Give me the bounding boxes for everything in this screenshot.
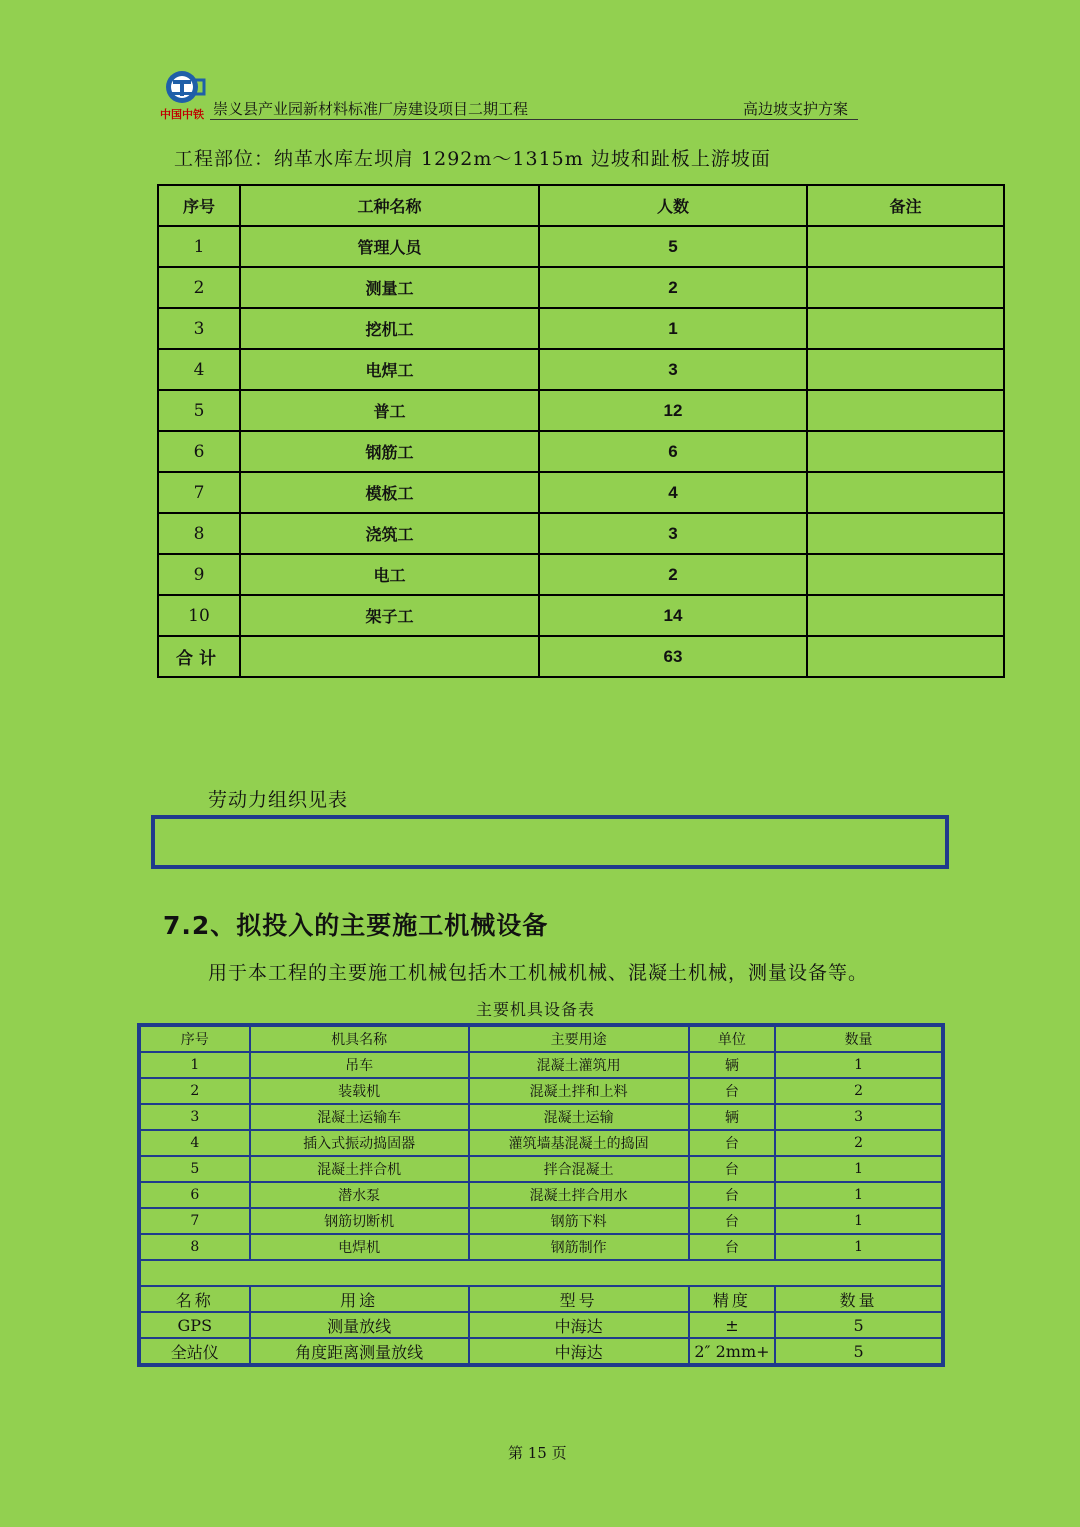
instrument-name: 全站仪 — [139, 1338, 250, 1365]
row-note — [807, 513, 1004, 554]
row-no: 2 — [158, 267, 240, 308]
machine-unit: 台 — [689, 1078, 775, 1104]
row-no: 4 — [158, 349, 240, 390]
row-no: 9 — [158, 554, 240, 595]
trade-name: 管理人员 — [240, 226, 539, 267]
header-project-title: 崇义县产业园新材料标准厂房建设项目二期工程 — [213, 100, 529, 118]
machine-qty: 1 — [775, 1156, 943, 1182]
table-row — [158, 554, 1004, 595]
trade-name: 挖机工 — [240, 308, 539, 349]
machine-name: 吊车 — [250, 1052, 469, 1078]
machine-use: 钢筋制作 — [469, 1234, 689, 1260]
table-row — [158, 513, 1004, 554]
machine-unit: 台 — [689, 1208, 775, 1234]
row-no: 1 — [158, 226, 240, 267]
labor-caption: 劳动力组织见表 — [208, 789, 349, 811]
trade-name: 浇筑工 — [240, 513, 539, 554]
trade-name: 钢筋工 — [240, 431, 539, 472]
table-row — [158, 267, 1004, 308]
row-note — [807, 431, 1004, 472]
total-row — [158, 636, 1004, 677]
worker-count: 4 — [539, 472, 807, 513]
table-row — [158, 349, 1004, 390]
worker-count: 2 — [539, 554, 807, 595]
worker-count: 14 — [539, 595, 807, 636]
machine-qty: 1 — [775, 1182, 943, 1208]
table-row — [158, 308, 1004, 349]
row-no: 7 — [139, 1208, 250, 1234]
table-row — [139, 1338, 943, 1365]
trade-name: 普工 — [240, 390, 539, 431]
row-no: 1 — [139, 1052, 250, 1078]
row-no: 6 — [158, 431, 240, 472]
col-header-precision: 精度 — [689, 1286, 775, 1312]
row-no: 3 — [139, 1104, 250, 1130]
table-row — [139, 1312, 943, 1338]
machine-unit: 台 — [689, 1182, 775, 1208]
machine-qty: 2 — [775, 1130, 943, 1156]
col-header-use: 主要用途 — [469, 1025, 689, 1052]
total-blank — [240, 636, 539, 677]
machine-use: 混凝土拌合用水 — [469, 1182, 689, 1208]
machine-name: 电焊机 — [250, 1234, 469, 1260]
machine-qty: 3 — [775, 1104, 943, 1130]
machine-use: 灌筑墙基混凝土的捣固 — [469, 1130, 689, 1156]
row-no: 2 — [139, 1078, 250, 1104]
table-row — [158, 431, 1004, 472]
trade-name: 模板工 — [240, 472, 539, 513]
machine-unit: 辆 — [689, 1104, 775, 1130]
col-header-machine: 机具名称 — [250, 1025, 469, 1052]
row-note — [807, 349, 1004, 390]
worker-count: 1 — [539, 308, 807, 349]
instrument-use: 测量放线 — [250, 1312, 469, 1338]
col-header-no: 序号 — [139, 1025, 250, 1052]
col-header-qty: 数量 — [775, 1025, 943, 1052]
table-row — [139, 1182, 943, 1208]
total-note — [807, 636, 1004, 677]
row-no: 6 — [139, 1182, 250, 1208]
logo-text: 中国中铁 — [160, 108, 204, 121]
page-number: 第 15 页 — [508, 1444, 567, 1462]
equipment-table — [137, 1023, 945, 1367]
trade-name: 测量工 — [240, 267, 539, 308]
machine-qty: 1 — [775, 1208, 943, 1234]
machine-unit: 台 — [689, 1156, 775, 1182]
blank-cell — [139, 1260, 943, 1286]
total-label: 合计 — [158, 636, 240, 677]
worker-count: 3 — [539, 349, 807, 390]
machine-use: 拌合混凝土 — [469, 1156, 689, 1182]
machine-unit: 辆 — [689, 1052, 775, 1078]
table-row — [139, 1052, 943, 1078]
table-row — [158, 595, 1004, 636]
worker-count: 12 — [539, 390, 807, 431]
section-description: 用于本工程的主要施工机械包括木工机械机械、混凝土机械，测量设备等。 — [208, 962, 869, 984]
table-row — [139, 1156, 943, 1182]
labor-table-header — [158, 185, 1004, 226]
col-header-model: 型号 — [469, 1286, 689, 1312]
row-note — [807, 472, 1004, 513]
survey-table-header — [139, 1286, 943, 1312]
row-no: 10 — [158, 595, 240, 636]
table-row — [139, 1078, 943, 1104]
machine-use: 混凝土拌和上料 — [469, 1078, 689, 1104]
equipment-table-caption: 主要机具设备表 — [476, 1000, 596, 1019]
labor-table — [157, 184, 1005, 678]
blank-row — [139, 1260, 943, 1286]
machine-name: 装载机 — [250, 1078, 469, 1104]
col-header-name: 名称 — [139, 1286, 250, 1312]
instrument-qty: 5 — [775, 1312, 943, 1338]
section-heading: 7.2、拟投入的主要施工机械设备 — [163, 911, 549, 940]
instrument-use: 角度距离测量放线 — [250, 1338, 469, 1365]
table-row — [139, 1104, 943, 1130]
trade-name: 电焊工 — [240, 349, 539, 390]
total-count: 63 — [539, 636, 807, 677]
row-no: 5 — [158, 390, 240, 431]
row-note — [807, 554, 1004, 595]
machine-unit: 台 — [689, 1130, 775, 1156]
row-no: 8 — [139, 1234, 250, 1260]
col-header-no: 序号 — [158, 185, 240, 226]
row-note — [807, 267, 1004, 308]
row-note — [807, 226, 1004, 267]
worker-count: 2 — [539, 267, 807, 308]
machine-qty: 1 — [775, 1234, 943, 1260]
table-row — [158, 390, 1004, 431]
empty-frame — [151, 815, 949, 869]
trade-name: 电工 — [240, 554, 539, 595]
col-header-trade: 工种名称 — [240, 185, 539, 226]
machine-name: 混凝土拌合机 — [250, 1156, 469, 1182]
instrument-precision: ± — [689, 1312, 775, 1338]
machine-qty: 2 — [775, 1078, 943, 1104]
table-row — [158, 226, 1004, 267]
machine-qty: 1 — [775, 1052, 943, 1078]
col-header-quantity: 数量 — [775, 1286, 943, 1312]
worker-count: 3 — [539, 513, 807, 554]
row-note — [807, 308, 1004, 349]
machine-unit: 台 — [689, 1234, 775, 1260]
table-row — [139, 1208, 943, 1234]
worker-count: 5 — [539, 226, 807, 267]
row-no: 7 — [158, 472, 240, 513]
table-row — [139, 1234, 943, 1260]
col-header-purpose: 用途 — [250, 1286, 469, 1312]
machine-use: 混凝土运输 — [469, 1104, 689, 1130]
row-note — [807, 595, 1004, 636]
instrument-precision: 2″ 2mm+ — [689, 1338, 775, 1365]
col-header-unit: 单位 — [689, 1025, 775, 1052]
row-no: 3 — [158, 308, 240, 349]
col-header-note: 备注 — [807, 185, 1004, 226]
row-no: 5 — [139, 1156, 250, 1182]
row-no: 8 — [158, 513, 240, 554]
table-row — [158, 472, 1004, 513]
instrument-model: 中海达 — [469, 1312, 689, 1338]
instrument-name: GPS — [139, 1312, 250, 1338]
row-no: 4 — [139, 1130, 250, 1156]
machine-use: 混凝土灌筑用 — [469, 1052, 689, 1078]
equipment-table-header — [139, 1025, 943, 1052]
machine-name: 插入式振动捣固器 — [250, 1130, 469, 1156]
worker-count: 6 — [539, 431, 807, 472]
trade-name: 架子工 — [240, 595, 539, 636]
machine-name: 潜水泵 — [250, 1182, 469, 1208]
machine-name: 混凝土运输车 — [250, 1104, 469, 1130]
header-document-title: 高边坡支护方案 — [743, 100, 849, 118]
col-header-count: 人数 — [539, 185, 807, 226]
machine-use: 钢筋下料 — [469, 1208, 689, 1234]
header-rule — [210, 119, 858, 120]
instrument-qty: 5 — [775, 1338, 943, 1365]
instrument-model: 中海达 — [469, 1338, 689, 1365]
project-location: 工程部位：纳革水库左坝肩 1292m～1315m 边坡和趾板上游坡面 — [174, 148, 771, 170]
machine-name: 钢筋切断机 — [250, 1208, 469, 1234]
table-row — [139, 1130, 943, 1156]
row-note — [807, 390, 1004, 431]
